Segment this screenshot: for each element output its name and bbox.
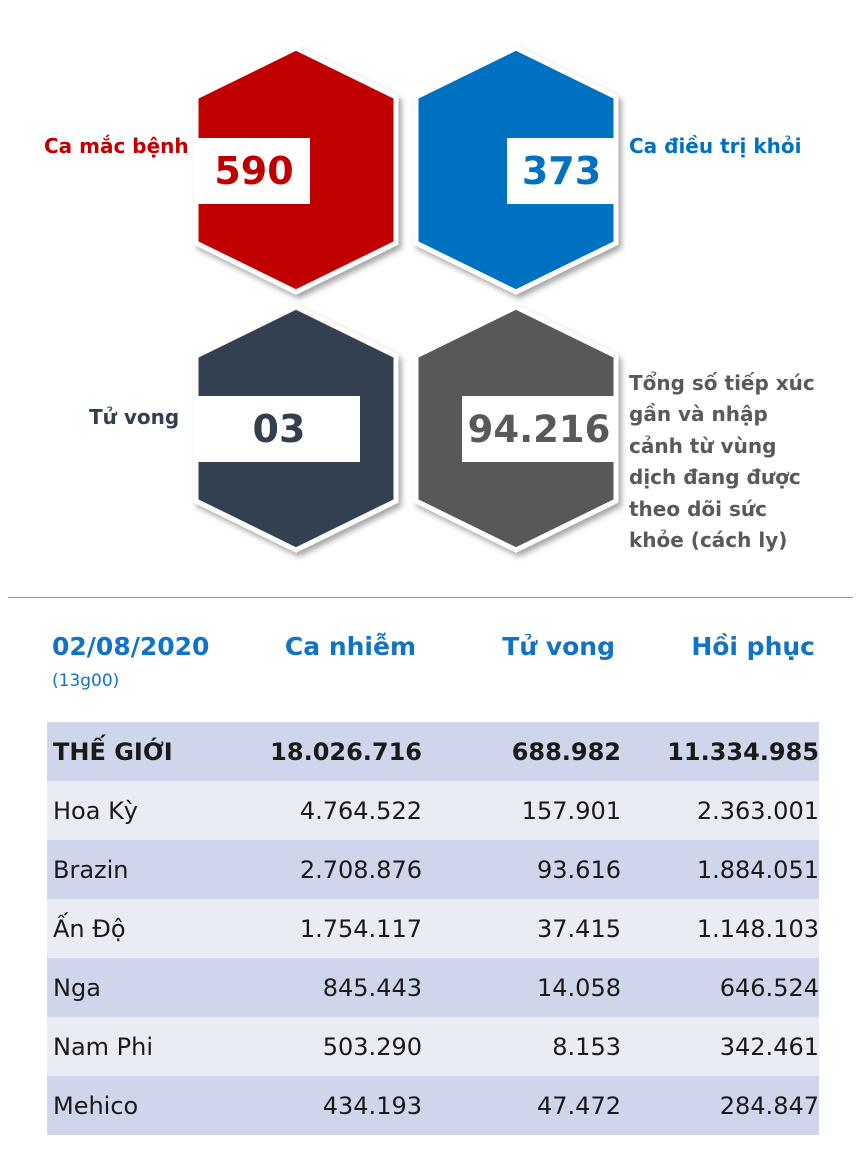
deaths-cell: 688.982	[511, 737, 621, 766]
country-name: Hoa Kỳ	[53, 796, 139, 825]
deaths-cell: 93.616	[537, 855, 621, 884]
section-divider	[8, 597, 853, 598]
recovered-label: Ca điều trị khỏi	[629, 134, 802, 158]
monitored-label-line: gần và nhập	[629, 402, 768, 427]
cases-cell: 1.754.117	[299, 914, 422, 943]
monitored-label	[629, 368, 815, 556]
monitored-label-line: theo dõi sức	[629, 496, 767, 521]
table-row	[47, 1017, 819, 1076]
cases-cell: 4.764.522	[299, 796, 422, 825]
deaths-cell: 14.058	[537, 973, 621, 1002]
header-recovered: Hồi phục	[691, 632, 815, 661]
recovered-cell: 646.524	[719, 973, 819, 1002]
recovered-cell: 11.334.985	[667, 737, 819, 766]
deaths-cell: 37.415	[537, 914, 621, 943]
cases-label: Ca mắc bệnh	[44, 134, 189, 158]
cases-cell: 434.193	[322, 1091, 422, 1120]
header-deaths: Tử vong	[502, 632, 615, 661]
cases-cell: 2.708.876	[299, 855, 422, 884]
deaths-cell: 157.901	[521, 796, 621, 825]
country-name: Ấn Độ	[53, 914, 126, 943]
country-name: THẾ GIỚI	[53, 737, 173, 766]
country-name: Nam Phi	[53, 1032, 154, 1061]
header-cases: Ca nhiễm	[284, 632, 416, 661]
table-row	[47, 840, 819, 899]
table-row	[47, 781, 819, 840]
recovered-cell: 342.461	[719, 1032, 819, 1061]
deaths-cell: 47.472	[537, 1091, 621, 1120]
cases-cell: 845.443	[322, 973, 422, 1002]
table-row	[47, 1076, 819, 1135]
deaths-label: Tử vong	[89, 405, 180, 429]
country-name: Mehico	[53, 1091, 139, 1120]
country-table	[47, 722, 819, 1135]
country-name: Brazin	[53, 855, 129, 884]
country-name: Nga	[53, 973, 101, 1002]
table-row	[47, 899, 819, 958]
recovered-cell: 1.884.051	[696, 855, 819, 884]
recovered-value: 373	[507, 138, 616, 204]
table-row	[47, 722, 819, 781]
monitored-label-line: dịch đang được	[629, 465, 801, 490]
table-row	[47, 958, 819, 1017]
monitored-value: 94.216	[462, 396, 616, 462]
recovered-cell: 284.847	[719, 1091, 819, 1120]
cases-value: 590	[198, 138, 310, 204]
monitored-label-line: Tổng số tiếp xúc	[629, 371, 815, 395]
monitored-label-line: khỏe (cách ly)	[629, 528, 788, 553]
cases-cell: 18.026.716	[270, 737, 422, 766]
deaths-value: 03	[198, 396, 360, 462]
cases-cell: 503.290	[322, 1032, 422, 1061]
recovered-cell: 2.363.001	[696, 796, 819, 825]
table-time: (13g00)	[52, 671, 120, 691]
recovered-cell: 1.148.103	[696, 914, 819, 943]
table-date: 02/08/2020	[52, 632, 210, 661]
monitored-label-line: cảnh từ vùng	[629, 433, 777, 458]
deaths-cell: 8.153	[552, 1032, 621, 1061]
